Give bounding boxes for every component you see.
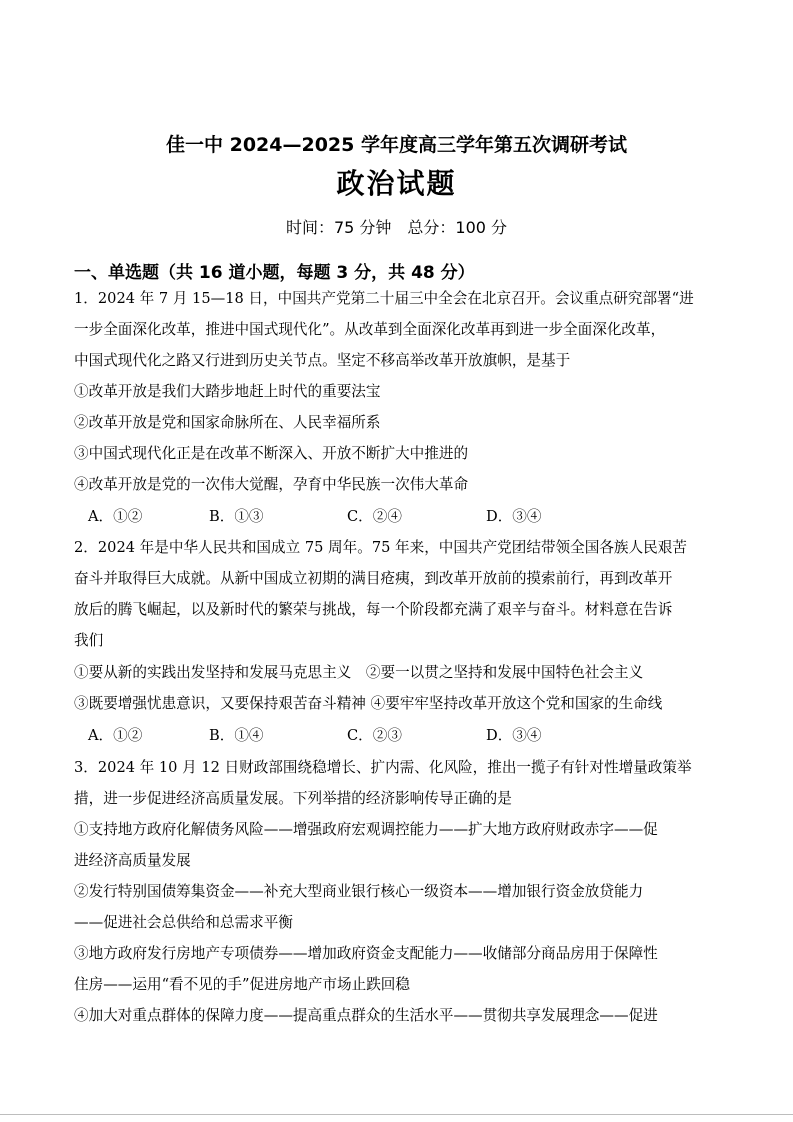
q3-item-line: ①支持地方政府化解债务风险——增强政府宏观调控能力——扩大地方政府财政赤字——促 <box>74 821 658 838</box>
q1-stem-line: 1．2024 年 7 月 15—18 日，中国共产党第二十届三中全会在北京召开。会议重点研究部署“进 <box>74 290 694 307</box>
q2-option-d: D．③④ <box>486 727 542 744</box>
q3-item-line: 住房——运用“看不见的手”促进房地产市场止跌回稳 <box>74 976 410 993</box>
q3-stem-line: 措，进一步促进经济高质量发展。下列举措的经济影响传导正确的是 <box>74 790 512 807</box>
q1-item: ④改革开放是党的一次伟大觉醒，孕育中华民族一次伟大革命 <box>74 476 469 493</box>
time-score-info: 时间：75 分钟 总分：100 分 <box>285 218 508 237</box>
q2-stem-line: 放后的腾飞崛起，以及新时代的繁荣与挑战，每一个阶段都充满了艰辛与奋斗。材料意在告诉 <box>74 601 673 618</box>
q1-option-d: D．③④ <box>486 508 542 525</box>
subject-title: 政治试题 <box>336 167 457 200</box>
q1-option-b: B．①③ <box>209 508 264 525</box>
exam-title: 佳一中 2024—2025 学年度高三学年第五次调研考试 <box>166 134 627 156</box>
q1-option-c: C．②④ <box>347 508 402 525</box>
q1-item: ①改革开放是我们大踏步地赶上时代的重要法宝 <box>74 383 381 400</box>
q1-option-a: A．①② <box>88 508 143 525</box>
q2-item: ③既要增强忧患意识，又要保持艰苦奋斗精神 ④要牢牢坚持改革开放这个党和国家的生命线 <box>74 695 663 712</box>
q1-stem-line: 一步全面深化改革，推进中国式现代化”。从改革到全面深化改革再到进一步全面深化改革， <box>74 321 666 338</box>
q3-item-line: 进经济高质量发展 <box>74 852 191 869</box>
q2-option-a: A．①② <box>88 727 143 744</box>
q3-item-line: ④加大对重点群体的保障力度——提高重点群众的生活水平——贯彻共享发展理念——促进 <box>74 1007 658 1024</box>
q1-item: ③中国式现代化正是在改革不断深入、开放不断扩大中推进的 <box>74 445 469 462</box>
q1-item: ②改革开放是党和国家命脉所在、人民幸福所系 <box>74 414 381 431</box>
q2-option-c: C．②③ <box>347 727 402 744</box>
section-heading: 一、单选题（共 16 道小题，每题 3 分，共 48 分） <box>74 263 475 283</box>
q3-item-line: ——促进社会总供给和总需求平衡 <box>74 914 293 931</box>
q2-item: ①要从新的实践出发坚持和发展马克思主义 ②要一以贯之坚持和发展中国特色社会主义 <box>74 664 644 681</box>
q3-item-line: ②发行特别国债筹集资金——补充大型商业银行核心一级资本——增加银行资金放贷能力 <box>74 883 644 900</box>
q2-stem-line: 2．2024 年是中华人民共和国成立 75 周年。75 年来，中国共产党团结带领全国各族人民艰苦 <box>74 539 687 556</box>
q1-stem-line: 中国式现代化之路又行进到历史关节点。坚定不移高举改革开放旗帜，是基于 <box>74 352 571 369</box>
q3-item-line: ③地方政府发行房地产专项债券——增加政府资金支配能力——收储部分商品房用于保障性 <box>74 945 658 962</box>
q2-stem-line: 我们 <box>74 632 104 649</box>
page-bottom-border <box>0 1114 793 1115</box>
q3-stem-line: 3．2024 年 10 月 12 日财政部围绕稳增长、扩内需、化风险，推出一揽子有针对性增量政策举 <box>74 759 692 776</box>
q2-stem-line: 奋斗并取得巨大成就。从新中国成立初期的满目疮痍，到改革开放前的摸索前行，再到改革开 <box>74 570 673 587</box>
q2-option-b: B．①④ <box>209 727 264 744</box>
